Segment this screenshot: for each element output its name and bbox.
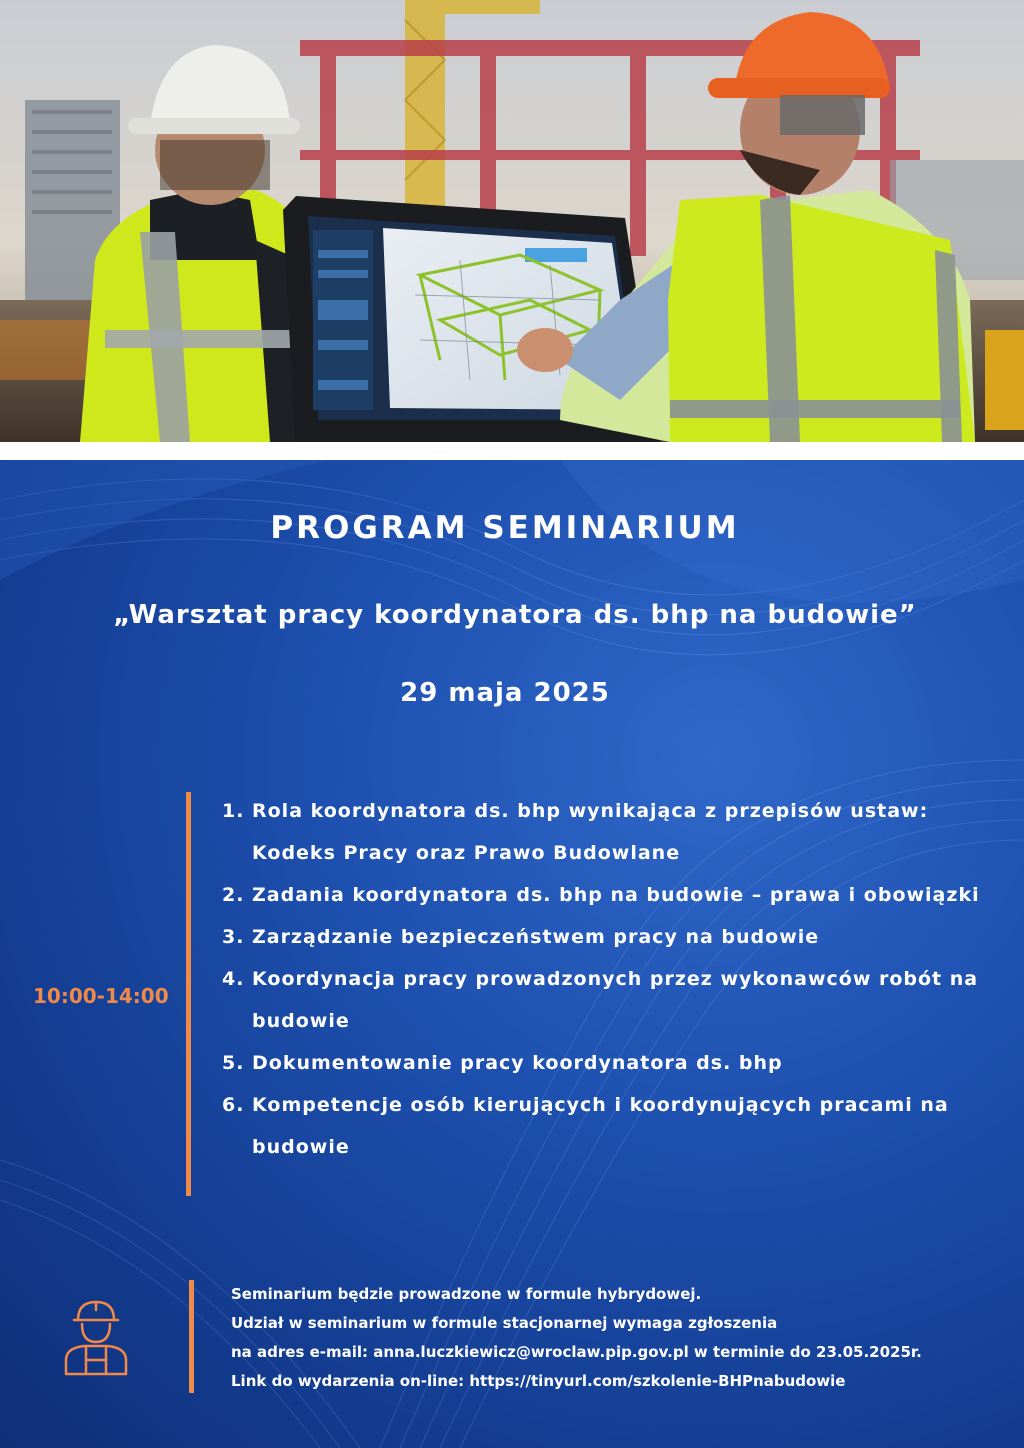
agenda-item	[222, 874, 1012, 916]
agenda-divider	[186, 792, 191, 1196]
agenda-item-number: 2.	[222, 884, 245, 906]
seminar-date: 29 maja 2025	[400, 678, 610, 708]
construction-workers-photo	[0, 0, 1024, 442]
info-online-link: Link do wydarzenia on-line: https://tinyurl.com/szkolenie-BHPnabudowie	[231, 1372, 846, 1390]
agenda-item-text: Dokumentowanie pracy koordynatora ds. bhp	[252, 1052, 783, 1074]
agenda-item-number: 4.	[222, 968, 245, 990]
agenda-item-text: Kompetencje osób kierujących i koordynujących pracami na budowie	[252, 1094, 949, 1158]
info-hybrid: Seminarium będzie prowadzone w formule hybrydowej.	[231, 1285, 702, 1303]
agenda-item-text: Koordynacja pracy prowadzonych przez wykonawców robót na budowie	[252, 968, 979, 1032]
agenda-item-number: 1.	[222, 800, 245, 822]
agenda-item-text: Zarządzanie bezpieczeństwem pracy na budowie	[252, 926, 820, 948]
info-registration: Udział w seminarium w formule stacjonarnej wymaga zgłoszenia	[231, 1314, 778, 1332]
agenda-item-number: 6.	[222, 1094, 245, 1116]
agenda-item	[222, 958, 1012, 1042]
agenda-list	[222, 790, 1012, 1168]
divider-strip	[0, 442, 1024, 460]
agenda-item-text: Zadania koordynatora ds. bhp na budowie – prawa i obowiązki	[252, 884, 980, 906]
agenda-item	[222, 916, 1012, 958]
agenda-item	[222, 1042, 1012, 1084]
agenda-item-number: 3.	[222, 926, 245, 948]
info-email: na adres e-mail: anna.luczkiewicz@wroclaw.pip.gov.pl w terminie do 23.05.2025r.	[231, 1343, 922, 1361]
header-photo	[0, 0, 1024, 442]
agenda-item-text: Rola koordynatora ds. bhp wynikająca z przepisów ustaw: Kodeks Pracy oraz Prawo Budowlane	[252, 800, 929, 864]
page-title: PROGRAM SEMINARIUM	[270, 510, 740, 546]
info-divider	[189, 1280, 194, 1393]
agenda-item	[222, 1084, 1012, 1168]
agenda-item-number: 5.	[222, 1052, 245, 1074]
agenda-item	[222, 790, 1012, 874]
seminar-time: 10:00-14:00	[33, 984, 169, 1008]
program-panel	[0, 460, 1024, 1448]
info-block	[231, 1280, 1011, 1396]
construction-worker-icon	[60, 1296, 132, 1376]
seminar-subtitle: „Warsztat pracy koordynatora ds. bhp na budowie”	[113, 600, 917, 630]
